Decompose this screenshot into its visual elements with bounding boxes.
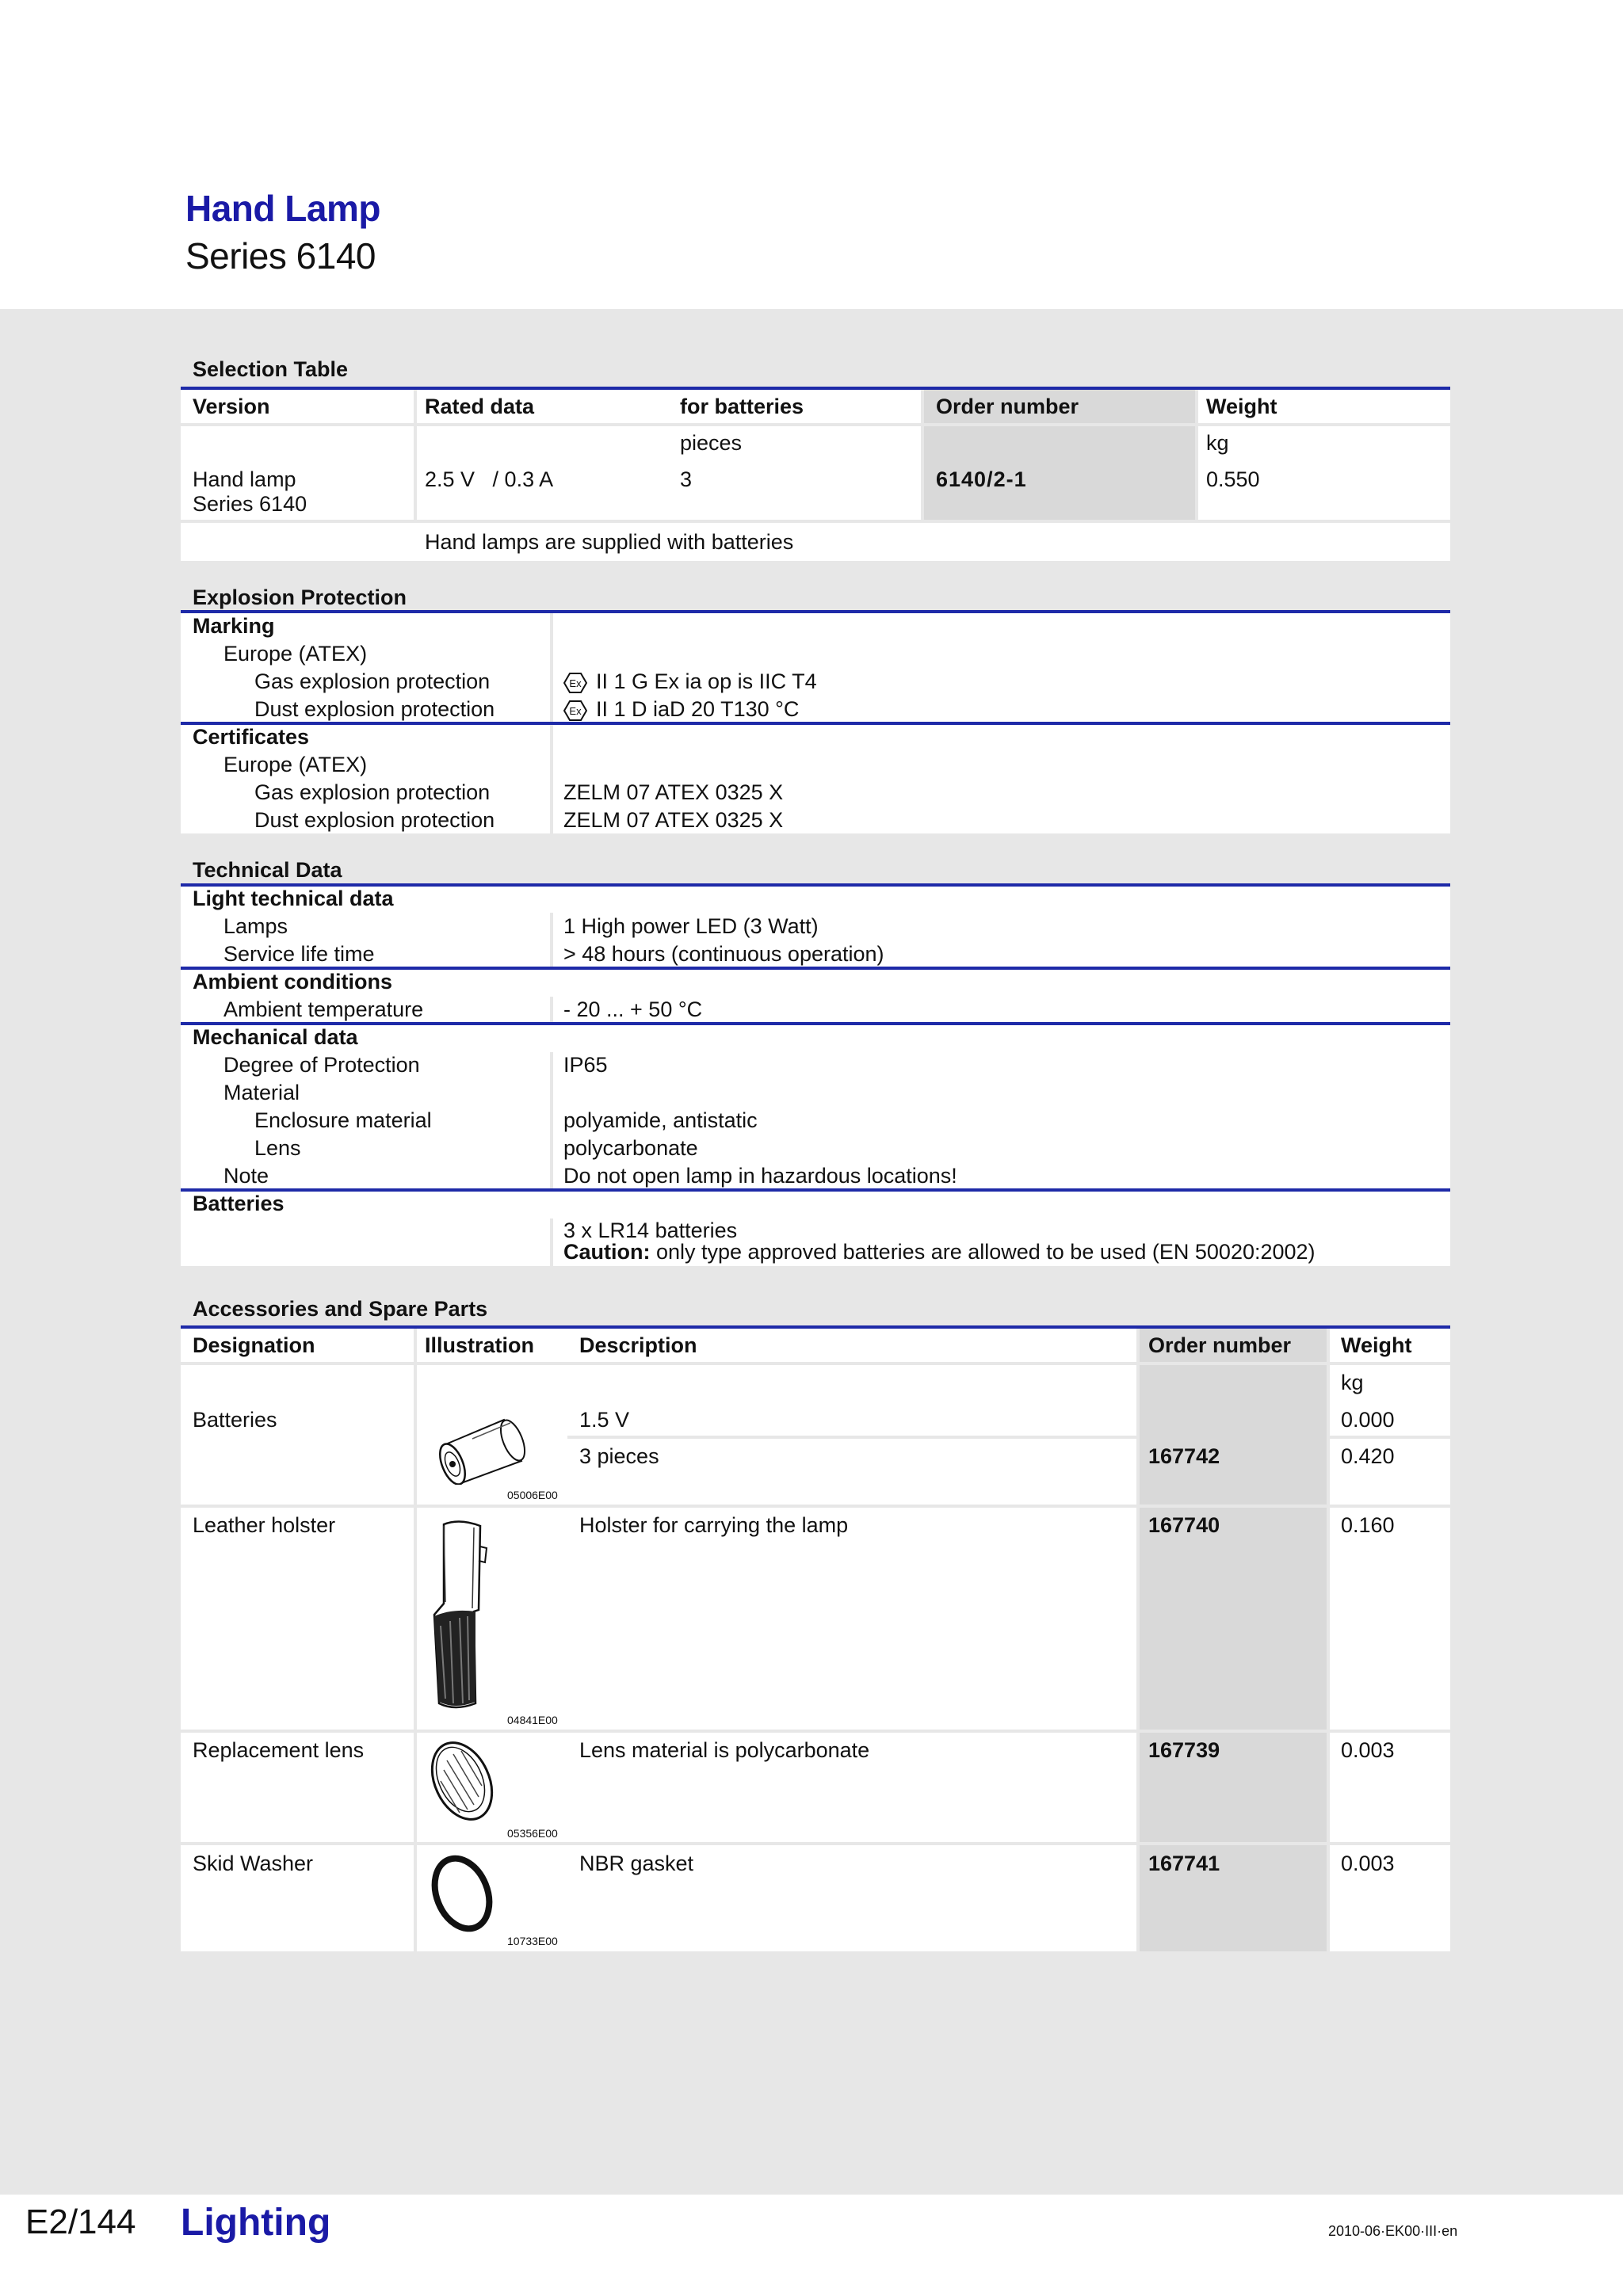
material-label: Material <box>223 1081 300 1104</box>
selection-table-heading: Selection Table <box>193 357 349 381</box>
col-designation: Designation <box>193 1333 315 1357</box>
ex-hexagon-icon <box>563 700 587 721</box>
col-order-number: Order number <box>936 395 1079 418</box>
enclosure-material-label: Enclosure material <box>254 1108 432 1132</box>
ambient-conditions-label: Ambient conditions <box>193 970 392 994</box>
accessory-description: 3 pieces <box>579 1444 659 1468</box>
illustration-code: 10733E00 <box>507 1935 558 1947</box>
accessory-weight: 0.000 <box>1341 1408 1395 1432</box>
gas-protection-label: Gas explosion protection <box>254 780 491 804</box>
accessory-order-number: 167739 <box>1148 1738 1220 1762</box>
page-title: Hand Lamp <box>185 188 380 229</box>
certificates-label: Certificates <box>193 725 310 749</box>
rated-data-value: 2.5 V / 0.3 A <box>425 467 554 491</box>
page-number: E2/144 <box>25 2203 136 2241</box>
dust-certificate-value: ZELM 07 ATEX 0325 X <box>563 808 784 832</box>
col-version: Version <box>193 395 270 418</box>
dust-protection-label: Dust explosion protection <box>254 697 495 721</box>
dust-marking-value: II 1 D iaD 20 T130 °C <box>596 697 800 721</box>
skid-washer-illustration-icon <box>426 1851 498 1938</box>
col-batteries: for batteries <box>680 395 804 418</box>
europe-atex-label: Europe (ATEX) <box>223 642 368 666</box>
leather-holster-illustration-icon <box>428 1515 491 1713</box>
accessory-designation: Batteries <box>193 1408 277 1432</box>
accessory-weight: 0.420 <box>1341 1444 1395 1468</box>
illustration-code: 05006E00 <box>507 1489 558 1501</box>
col-rated-data: Rated data <box>425 395 535 418</box>
accessory-description: Holster for carrying the lamp <box>579 1513 849 1537</box>
selection-note: Hand lamps are supplied with batteries <box>425 530 794 554</box>
col-order-number: Order number <box>1148 1333 1292 1357</box>
ex-symbol-text: Ex <box>569 677 582 689</box>
accessory-weight: 0.160 <box>1341 1513 1395 1537</box>
accessory-order-number: 167742 <box>1148 1444 1220 1468</box>
order-number-value: 6140/2-1 <box>936 467 1027 491</box>
marking-label: Marking <box>193 614 275 638</box>
weight-unit: kg <box>1341 1371 1364 1394</box>
section-title: Lighting <box>181 2202 331 2244</box>
accessory-weight: 0.003 <box>1341 1852 1395 1875</box>
weight-value: 0.550 <box>1206 467 1260 491</box>
lens-label: Lens <box>254 1136 301 1160</box>
dust-protection-label: Dust explosion protection <box>254 808 495 832</box>
col-illustration: Illustration <box>425 1333 535 1357</box>
accessory-weight: 0.003 <box>1341 1738 1395 1762</box>
note-value: Do not open lamp in hazardous locations! <box>563 1164 957 1188</box>
accessory-description: Lens material is polycarbonate <box>579 1738 870 1762</box>
caution-text <box>563 1239 1316 1264</box>
accessory-description: 1.5 V <box>579 1408 630 1432</box>
accessory-order-number: 167741 <box>1148 1852 1220 1875</box>
battery-illustration-icon <box>425 1409 544 1485</box>
service-life-label: Service life time <box>223 942 375 966</box>
technical-data-heading: Technical Data <box>193 858 342 882</box>
accessory-designation: Replacement lens <box>193 1738 365 1762</box>
batteries-unit: pieces <box>680 431 743 455</box>
ambient-temperature-label: Ambient temperature <box>223 997 424 1021</box>
degree-protection-label: Degree of Protection <box>223 1053 420 1077</box>
accessory-description: NBR gasket <box>579 1852 694 1875</box>
weight-unit: kg <box>1206 431 1229 455</box>
document-reference: 2010-06·EK00·III·en <box>1328 2223 1458 2239</box>
mechanical-data-label: Mechanical data <box>193 1025 358 1049</box>
replacement-lens-illustration-icon <box>426 1737 498 1825</box>
lamps-value: 1 High power LED (3 Watt) <box>563 914 819 938</box>
ex-symbol-text: Ex <box>569 705 582 717</box>
version-name: Hand lamp <box>193 467 296 491</box>
gas-certificate-value: ZELM 07 ATEX 0325 X <box>563 780 784 804</box>
europe-atex-label: Europe (ATEX) <box>223 753 368 776</box>
accessory-order-number: 167740 <box>1148 1513 1220 1537</box>
caution-label: Caution: <box>563 1240 651 1264</box>
accessory-designation: Leather holster <box>193 1513 336 1537</box>
lamps-label: Lamps <box>223 914 288 938</box>
version-series: Series 6140 <box>193 492 307 516</box>
gas-marking-value: II 1 G Ex ia op is IIC T4 <box>596 669 817 693</box>
accessory-designation: Skid Washer <box>193 1852 314 1875</box>
gas-protection-label: Gas explosion protection <box>254 669 491 693</box>
note-label: Note <box>223 1164 269 1188</box>
col-weight: Weight <box>1206 395 1277 418</box>
caution-value: only type approved batteries are allowed to be used (EN 50020:2002) <box>650 1240 1316 1264</box>
illustration-code: 05356E00 <box>507 1827 558 1840</box>
degree-protection-value: IP65 <box>563 1053 608 1077</box>
lens-value: polycarbonate <box>563 1136 698 1160</box>
batteries-label: Batteries <box>193 1192 285 1215</box>
accessories-heading: Accessories and Spare Parts <box>193 1297 488 1321</box>
ambient-temperature-value: - 20 ... + 50 °C <box>563 997 703 1021</box>
ex-hexagon-icon <box>563 673 587 693</box>
col-description: Description <box>579 1333 697 1357</box>
enclosure-material-value: polyamide, antistatic <box>563 1108 758 1132</box>
batteries-value: 3 x LR14 batteries <box>563 1219 738 1242</box>
service-life-value: > 48 hours (continuous operation) <box>563 942 884 966</box>
col-weight: Weight <box>1341 1333 1412 1357</box>
page-subtitle: Series 6140 <box>185 235 376 277</box>
explosion-protection-heading: Explosion Protection <box>193 585 407 609</box>
light-technical-label: Light technical data <box>193 887 394 910</box>
batteries-count: 3 <box>680 467 693 491</box>
illustration-code: 04841E00 <box>507 1714 558 1726</box>
